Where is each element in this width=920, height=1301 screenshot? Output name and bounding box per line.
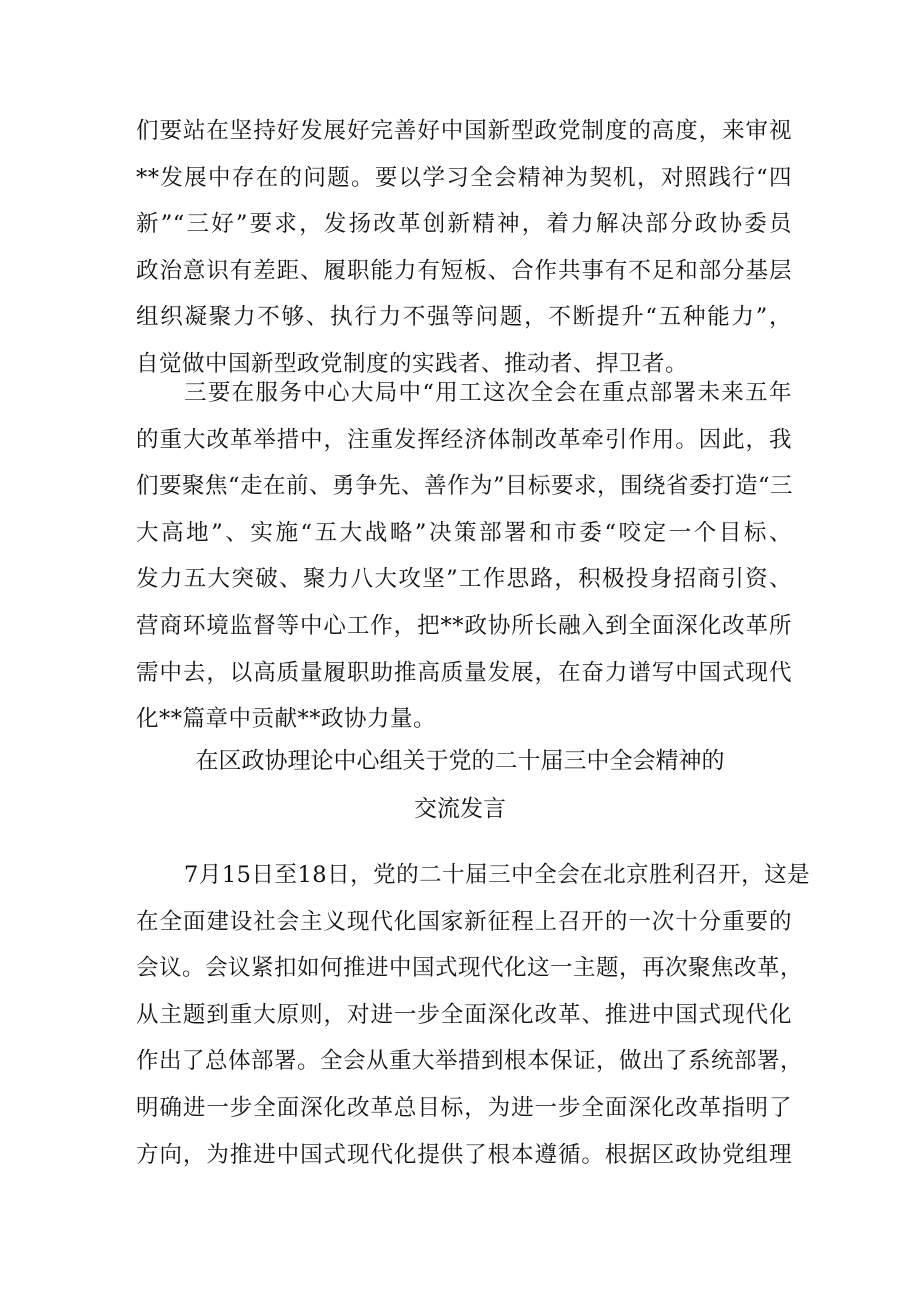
text-line: 作出了总体部署。全会从重大举措到根本保证，做出了系统部署， [136,1048,804,1075]
text-line: 会议。会议紧扣如何推进中国式现代化这一主题，再次聚焦改革， [136,955,804,982]
text-line: 们要聚焦“走在前、勇争先、善作为”目标要求，围绕省委打造“三 [136,473,794,500]
text-line: 新”“三好”要求，发扬改革创新精神，着力解决部分政协委员 [136,211,792,238]
text-line: 需中去，以高质量履职助推高质量发展，在奋力谱写中国式现代 [136,659,792,686]
text-line: 在全面建设社会主义现代化国家新征程上召开的一次十分重要的 [136,908,792,935]
text-line: 从主题到重大原则，对进一步全面深化改革、推进中国式现代化 [136,1001,792,1028]
text-line: 的重大改革举措中，注重发挥经济体制改革牵引作用。因此，我 [136,426,792,453]
paragraph-point-three [136,370,792,743]
paragraph-continued [136,108,792,388]
text-line: 大高地”、实施“五大战略”决策部署和市委“咬定一个目标、 [136,519,792,546]
section-title-line-2: 交流发言 [414,796,506,822]
text-line: 发力五大突破、聚力八大攻坚”工作思路，积极投身招商引资、 [136,566,792,593]
text-line: **发展中存在的问题。要以学习全会精神为契机，对照践行“四 [136,164,792,191]
paragraph-intro [136,852,811,1178]
text-line: 方向，为推进中国式现代化提供了根本遵循。根据区政协党组理 [136,1141,792,1168]
text-line: 明确进一步全面深化改革总目标，为进一步全面深化改革指明了 [136,1094,792,1121]
text-line: 组织凝聚力不够、执行力不强等问题，不断提升“五种能力”， [136,304,792,331]
text-line: 营商环境监督等中心工作，把**政协所长融入到全面深化改革所 [136,612,792,639]
text-line: 化**篇章中贡献**政协力量。 [136,706,437,733]
text-line: 7月15日至18日，党的二十届三中全会在北京胜利召开，这是 [184,862,811,888]
text-line: 政治意识有差距、履职能力有短板、合作共事有不足和部分基层 [136,257,792,284]
text-line: 三要在服务中心大局中“用工这次全会在重点部署未来五年 [184,380,792,406]
text-line: 们要站在坚持好发展好完善好中国新型政党制度的高度，来审视 [136,118,792,144]
section-title-line-1: 在区政协理论中心组关于党的二十届三中全会精神的 [195,748,725,774]
text-line: 自觉做中国新型政党制度的实践者、推动者、捍卫者。 [136,350,689,377]
